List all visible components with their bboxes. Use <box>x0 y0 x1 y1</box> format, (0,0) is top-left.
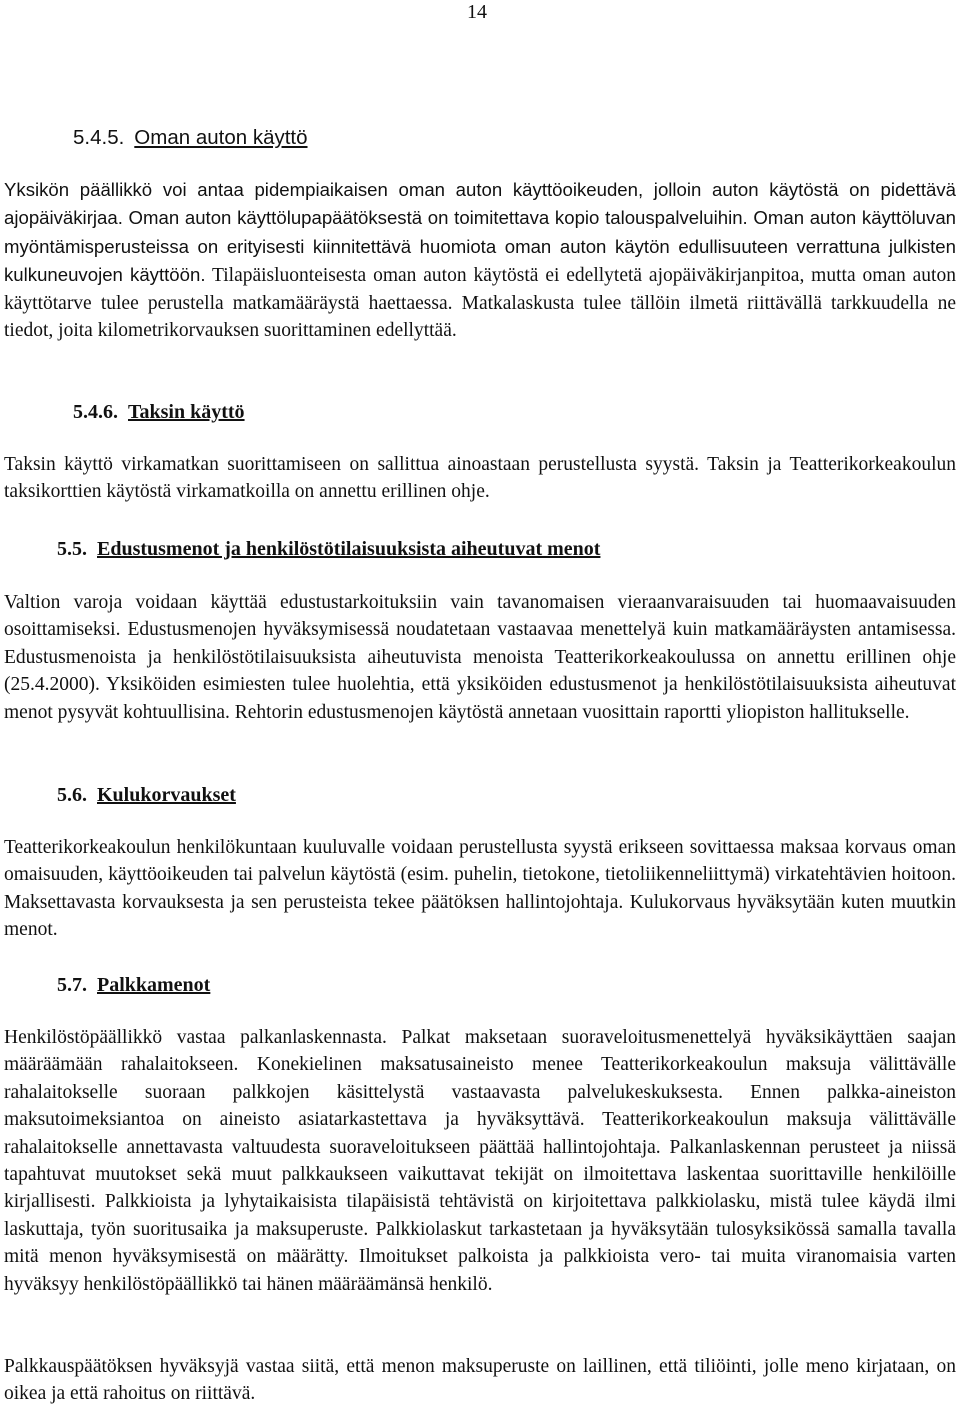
section-number: 5.7. <box>57 974 87 996</box>
paragraph-oman-auton-kaytto <box>4 176 956 344</box>
paragraph-kulukorvaukset: Teatterikorkeakoulun henkilökuntaan kuuluvalle voidaan perustellusta syystä erikseen sovittaessa maksaa korvaus oman omaisuuden, käyttöoikeuden tai palvelun käytöstä (esim. puhelin, tietokone, tietoliikenneliittymä) virkatehtävien hoitoon. Maksettavasta korvauksesta ja sen perusteista tekee päätöksen hallintojohtaja. Kulukorvaus hyväksytään kuten muutkin menot. <box>4 837 956 941</box>
section-heading-palkkamenot <box>57 974 210 997</box>
section-number: 5.4.5. <box>73 126 125 149</box>
paragraph-taksin-kaytto: Taksin käyttö virkamatkan suorittamiseen on sallittua ainoastaan perustellusta syystä. Taksin ja Teatterikorkeakoulun taksikorttien käytöstä virkamatkoilla on annettu erillinen ohje. <box>4 454 956 503</box>
section-heading-taksin-kaytto <box>73 401 245 424</box>
section-title: Oman auton käyttö <box>134 126 308 149</box>
section-heading-kulukorvaukset <box>57 784 236 807</box>
section-number: 5.4.6. <box>73 401 118 423</box>
section-heading-edustusmenot <box>57 538 600 561</box>
page-number: 14 <box>467 1 487 23</box>
paragraph-palkkauspaatos: Palkkauspäätöksen hyväksyjä vastaa siitä, että menon maksuperuste on laillinen, että tiliöinti, jolle meno kirjataan, on oikea ja että rahoitus on riittävä. <box>4 1356 956 1405</box>
paragraph-palkkamenot: Henkilöstöpäällikkö vastaa palkanlaskennasta. Palkat maksetaan suoraveloitusmenettelyä hyväksikäyttäen saajan määräämään rahalaitokseen. Konekielinen maksatusaineisto menee Teatterikorkeakoulun maksuja välittävälle rahalaitokselle suoraan palkkojen käsittelystä vastaavasta palvelukeskuksesta. Ennen palkka-aineiston maksutoimeksiantoa on aineisto asiatarkastettava ja hyväksyttävä. Teatterikorkeakoulun maksuja välittävälle rahalaitokselle annettavasta valtuudesta suoraveloitukseen päättää hallintojohtaja. Palkanlaskennan perusteet ja niissä tapahtuvat muutokset sekä muut palkkaukseen vaikuttavat tekijät on ilmoitettava laskentaa suorittaville henkilöille kirjallisesti. Palkkioista ja lyhytaikaisista tilapäisistä tehtävistä on kirjoitettava palkkiolasku, mistä tulee käydä ilmi laskuttaja, työn suoritusaika ja maksuperuste. Palkkiolaskut tarkastetaan ja hyväksytään tulosyksikössä samalla tavalla mitä menon hyväksymisestä on määrätty. Ilmoitukset palkoista ja palkkioista vero- tai muita viranomaisia varten hyväksyy henkilöstöpäällikkö tai hänen määräämänsä henkilö. <box>4 1027 956 1295</box>
section-number: 5.5. <box>57 538 87 560</box>
paragraph-edustusmenot: Valtion varoja voidaan käyttää edustustarkoituksiin vain tavanomaisen vieraanvaraisuuden tai huomaavaisuuden osoittamiseksi. Edustusmenojen hyväksymisessä noudatetaan vastaavaa menettelyä kuin matkamääräysten antamisessa. Edustusmenoista ja henkilöstötilaisuuksista aiheutuvista menoista Teatterikorkeakoulussa on annettu erillinen ohje (25.4.2000). Yksiköiden esimiesten tulee huolehtia, että yksiköiden edustusmenot ja henkilöstötilaisuuksista aiheutuvat menot pysyvät kohtuullisina. Rehtorin edustusmenojen käytöstä annetaan vuosittain raportti yliopiston hallitukselle. <box>4 592 956 723</box>
section-title: Kulukorvaukset <box>97 784 236 806</box>
section-title: Taksin käyttö <box>128 401 245 423</box>
paragraph-text-serif: Tilapäisluonteisesta oman auton käytöstä ei edellytetä ajopäiväkirjanpitoa, mutta oman auton käyttötarve tulee perustella matkamääräystä haettaessa. Matkalaskusta tulee tällöin ilmetä riittävällä tarkkuudella ne tiedot, joita kilometrikorvauksen suorittaminen edellyttää. <box>4 265 956 342</box>
section-number: 5.6. <box>57 784 87 806</box>
paragraph-text-sans: Yksikön päällikkö voi antaa pidempiaikaisen oman auton käyttöoikeuden, jolloin auton käytöstä on pidettävä ajopäiväkirjaa. Oman auton käyttölupapäätöksestä on toimitettava kopio talouspalveluihin. Oman auton käyttöluvan myöntämisperusteissa on erityisesti kiinnitettävä huomiota oman auton käytön edullisuuteen verrattuna julkisten kulkuneuvojen käyttöön. <box>4 179 956 286</box>
section-heading-oman-auton-kaytto <box>73 126 308 150</box>
section-title: Palkkamenot <box>97 974 211 996</box>
section-title: Edustusmenot ja henkilöstötilaisuuksista aiheutuvat menot <box>97 538 601 560</box>
